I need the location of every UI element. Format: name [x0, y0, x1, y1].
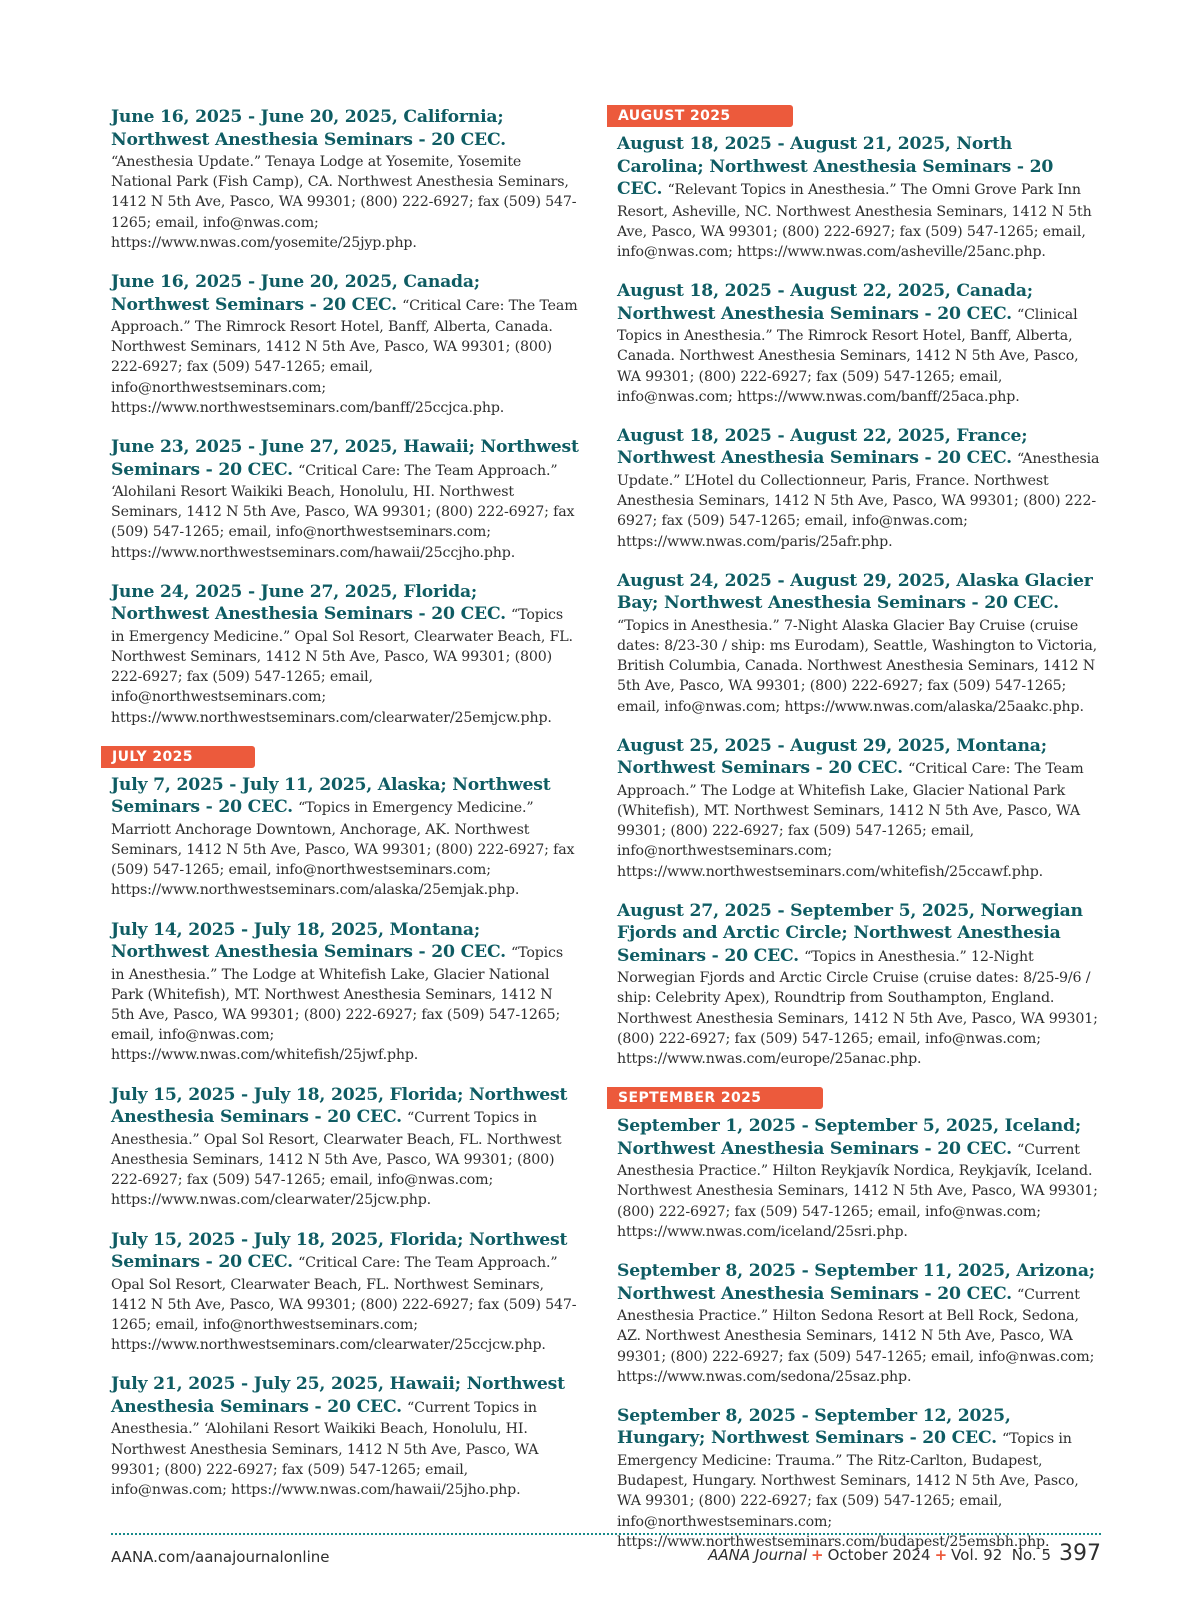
seminar-details: “Topics in Emergency Medicine.” Opal Sol Resort, Clearwater Beach, FL. Northwest Seminars, 1412 N 5th Ave, Pasco, WA 99301; (800) 222-6927; fax (509) 547-1265; email, info@northwestseminars.com; https://www.northwestseminars.com/clearwater/25emjcw.php.: [111, 607, 573, 726]
seminar-details: “Critical Care: The Team Approach.” Opal Sol Resort, Clearwater Beach, FL. Northwest Seminars, 1412 N 5th Ave, Pasco, WA 99301; (800) 222-6927; fax (509) 547-1265; email, info@northwestseminars.com; https://www.northwestseminars.com/clearwater/25ccjcw.php.: [111, 1255, 577, 1354]
seminar-details: “Topics in Emergency Medicine.” Marriott Anchorage Downtown, Anchorage, AK. Northwest Seminars, 1412 N 5th Ave, Pasco, WA 99301; (800) 222-6927; fax (509) 547-1265; email, info@northwestseminars.com; https://www.northwestseminars.com/alaska/25emjak.php.: [111, 800, 575, 899]
seminar-details: “Critical Care: The Team Approach.” ‘Alohilani Resort Waikiki Beach, Honolulu, HI. Northwest Seminars, 1412 N 5th Ave, Pasco, WA 99301; (800) 222-6927; fax (509) 547-1265; email, info@northwestseminars.com; https://www.northwestseminars.com/hawaii/25ccjho.php.: [111, 462, 575, 561]
seminar-heading: July 14, 2025 - July 18, 2025, Montana; Northwest Anesthesia Seminars - 20 CEC.: [111, 919, 506, 963]
seminar-heading: September 8, 2025 - September 11, 2025, Arizona; Northwest Anesthesia Seminars - 20 CEC.: [617, 1261, 1095, 1304]
footer-divider: [111, 1533, 1101, 1535]
seminar-entry: [111, 774, 579, 900]
seminar-entry: [111, 1229, 579, 1355]
month-banner: JULY 2025: [101, 746, 255, 768]
seminar-heading: August 18, 2025 - August 21, 2025, North Carolina; Northwest Anesthesia Seminars - 20 CEC.: [617, 134, 1054, 199]
plus-separator-icon: +: [934, 1546, 948, 1564]
seminar-entry: [111, 436, 579, 562]
seminar-entry: [617, 1405, 1101, 1551]
seminar-heading: July 21, 2025 - July 25, 2025, Hawaii; Northwest Anesthesia Seminars - 20 CEC.: [111, 1374, 565, 1417]
seminar-details: “Topics in Anesthesia.” 12-Night Norwegian Fjords and Arctic Circle Cruise (cruise dates: 8/25-9/6 / ship: Celebrity Apex), Roundtrip from Southampton, England. Northwest Anesthesia Seminars, 1412 N 5th Ave, Pasco, WA 99301; (800) 222-6927; fax (509) 547-1265; email, info@nwas.com; https://www.nwas.com/europe/25anac.php.: [617, 948, 1098, 1068]
seminar-heading: July 15, 2025 - July 18, 2025, Florida; Northwest Seminars - 20 CEC.: [111, 1229, 568, 1272]
seminar-entry: [111, 106, 579, 252]
seminar-details: “Clinical Topics in Anesthesia.” The Rimrock Resort Hotel, Banff, Alberta, Canada. Northwest Anesthesia Seminars, 1412 N 5th Ave, Pasco, WA 99301; (800) 222-6927; fax (509) 547-1265; email, info@nwas.com; https://www.nwas.com/banff/25aca.php.: [617, 306, 1079, 405]
right-column: [617, 105, 1101, 1570]
seminar-details: “Topics in Anesthesia.” The Lodge at Whitefish Lake, Glacier National Park (Whitefish), MT. Northwest Anesthesia Seminars, 1412 N 5th Ave, Pasco, WA 99301; (800) 222-6927; fax (509) 547-1265; email, info@nwas.com; https://www.nwas.com/whitefish/25jwf.php.: [111, 945, 563, 1064]
seminar-entry: [617, 735, 1101, 881]
seminar-details: “Topics in Anesthesia.” 7-Night Alaska Glacier Bay Cruise (cruise dates: 8/23-30 / ship: ms Eurodam), Seattle, Washington to Victoria, British Columbia, Canada. Northwest Anesthesia Seminars, 1412 N 5th Ave, Pasco, WA 99301; (800) 222-6927; fax (509) 547-1265; email, info@nwas.com; https://www.nwas.com/alaska/25aakc.php.: [617, 617, 1098, 715]
seminar-entry: [617, 1260, 1101, 1386]
seminar-heading: June 24, 2025 - June 27, 2025, Florida; Northwest Anesthesia Seminars - 20 CEC.: [111, 581, 506, 625]
seminar-heading: July 7, 2025 - July 11, 2025, Alaska; Northwest Seminars - 20 CEC.: [111, 774, 551, 818]
seminar-heading: June 23, 2025 - June 27, 2025, Hawaii; Northwest Seminars - 20 CEC.: [111, 437, 579, 480]
plus-separator-icon: +: [811, 1546, 824, 1564]
seminar-entry: [111, 271, 579, 417]
footer-website-link[interactable]: AANA.com/aanajournalonline: [111, 1548, 330, 1566]
seminar-heading: July 15, 2025 - July 18, 2025, Florida; Northwest Anesthesia Seminars - 20 CEC.: [111, 1084, 568, 1128]
seminar-details: “Current Anesthesia Practice.” Hilton Sedona Resort at Bell Rock, Sedona, AZ. Northwest Anesthesia Seminars, 1412 N 5th Ave, Pasco, WA 99301; (800) 222-6927; fax (509) 547-1265; email, info@nwas.com; https://www.nwas.com/sedona/25saz.php.: [617, 1286, 1095, 1385]
seminar-entry: [111, 1084, 579, 1210]
seminar-heading: June 16, 2025 - June 20, 2025, California; Northwest Anesthesia Seminars - 20 CEC.: [111, 107, 506, 150]
seminar-entry: [617, 1115, 1101, 1241]
issue-date: October 2024: [827, 1546, 931, 1564]
seminar-entry: [111, 919, 579, 1065]
seminar-details: “Topics in Emergency Medicine: Trauma.” The Ritz-Carlton, Budapest, Budapest, Hungary. Northwest Seminars, 1412 N 5th Ave, Pasco, WA 99301; (800) 222-6927; fax (509) 547-1265; email, info@northwestseminars.com; https://www.northwestseminars.com/budapest/25emsbh.php.: [617, 1431, 1079, 1550]
seminar-details: “Current Anesthesia Practice.” Hilton Reykjavík Nordica, Reykjavík, Iceland. Northwest Anesthesia Seminars, 1412 N 5th Ave, Pasco, WA 99301; (800) 222-6927; fax (509) 547-1265; email, info@nwas.com; https://www.nwas.com/iceland/25sri.php.: [617, 1141, 1098, 1240]
seminar-entry: [617, 133, 1101, 261]
seminar-heading: September 8, 2025 - September 12, 2025, Hungary; Northwest Seminars - 20 CEC.: [617, 1405, 1011, 1449]
seminar-details: “Anesthesia Update.” L’Hotel du Collectionneur, Paris, France. Northwest Anesthesia Seminars, 1412 N 5th Ave, Pasco, WA 99301; (800) 222-6927; fax (509) 547-1265; email, info@nwas.com; https://www.nwas.com/paris/25afr.php.: [617, 451, 1100, 550]
seminar-heading: September 1, 2025 - September 5, 2025, Iceland; Northwest Anesthesia Seminars - 20 CEC.: [617, 1116, 1081, 1159]
journal-name: AANA Journal: [708, 1546, 808, 1564]
seminar-heading: August 27, 2025 - September 5, 2025, Norwegian Fjords and Arctic Circle; Northwest Anesthesia Seminars - 20 CEC.: [617, 900, 1083, 966]
seminar-details: “Current Topics in Anesthesia.” Opal Sol Resort, Clearwater Beach, FL. Northwest Anesthesia Seminars, 1412 N 5th Ave, Pasco, WA 99301; (800) 222-6927; fax (509) 547-1265; email, info@nwas.com; https://www.nwas.com/clearwater/25jcw.php.: [111, 1110, 562, 1209]
seminar-heading: August 18, 2025 - August 22, 2025, Canada; Northwest Anesthesia Seminars - 20 CEC.: [617, 281, 1033, 324]
seminar-details: “Current Topics in Anesthesia.” ‘Alohilani Resort Waikiki Beach, Honolulu, HI. Northwest Anesthesia Seminars, 1412 N 5th Ave, Pasco, WA 99301; (800) 222-6927; fax (509) 547-1265; email, info@nwas.com; https://www.nwas.com/hawaii/25jho.php.: [111, 1399, 539, 1498]
volume-issue: Vol. 92 No. 5: [951, 1546, 1051, 1564]
seminar-entry: [111, 581, 579, 727]
seminar-heading: June 16, 2025 - June 20, 2025, Canada; Northwest Seminars - 20 CEC.: [111, 272, 480, 315]
seminar-heading: August 25, 2025 - August 29, 2025, Montana; Northwest Seminars - 20 CEC.: [617, 735, 1047, 779]
seminar-heading: August 24, 2025 - August 29, 2025, Alaska Glacier Bay; Northwest Anesthesia Seminars - 20 CEC.: [617, 570, 1093, 614]
seminar-entry: [617, 900, 1101, 1069]
footer-citation: [708, 1541, 1101, 1566]
seminar-heading: August 18, 2025 - August 22, 2025, France; Northwest Anesthesia Seminars - 20 CEC.: [617, 425, 1028, 469]
month-banner: SEPTEMBER 2025: [607, 1087, 823, 1109]
seminar-details: “Relevant Topics in Anesthesia.” The Omni Grove Park Inn Resort, Asheville, NC. Northwest Anesthesia Seminars, 1412 N 5th Ave, Pasco, WA 99301; (800) 222-6927; fax (509) 547-1265; email, info@nwas.com; https://www.nwas.com/asheville/25anc.php.: [617, 182, 1092, 260]
seminar-details: “Critical Care: The Team Approach.” The Lodge at Whitefish Lake, Glacier National Park (Whitefish), MT. Northwest Seminars, 1412 N 5th Ave, Pasco, WA 99301; (800) 222-6927; fax (509) 547-1265; email, info@northwestseminars.com; https://www.northwestseminars.com/whitefish/25ccawf.php.: [617, 761, 1084, 880]
seminar-entry: [617, 280, 1101, 406]
seminar-details: “Anesthesia Update.” Tenaya Lodge at Yosemite, Yosemite National Park (Fish Camp), CA. Northwest Anesthesia Seminars, 1412 N 5th Ave, Pasco, WA 99301; (800) 222-6927; fax (509) 547-1265; email, info@nwas.com; https://www.nwas.com/yosemite/25jyp.php.: [111, 154, 577, 251]
seminar-details: “Critical Care: The Team Approach.” The Rimrock Resort Hotel, Banff, Alberta, Canada. Northwest Seminars, 1412 N 5th Ave, Pasco, WA 99301; (800) 222-6927; fax (509) 547-1265; email, info@northwestseminars.com; https://www.northwestseminars.com/banff/25ccjca.php.: [111, 297, 578, 416]
month-banner: AUGUST 2025: [607, 105, 793, 127]
seminar-entry: [111, 1373, 579, 1499]
seminar-entry: [617, 570, 1101, 716]
page-number: 397: [1059, 1541, 1101, 1566]
left-column: [111, 106, 579, 1518]
seminar-entry: [617, 425, 1101, 551]
